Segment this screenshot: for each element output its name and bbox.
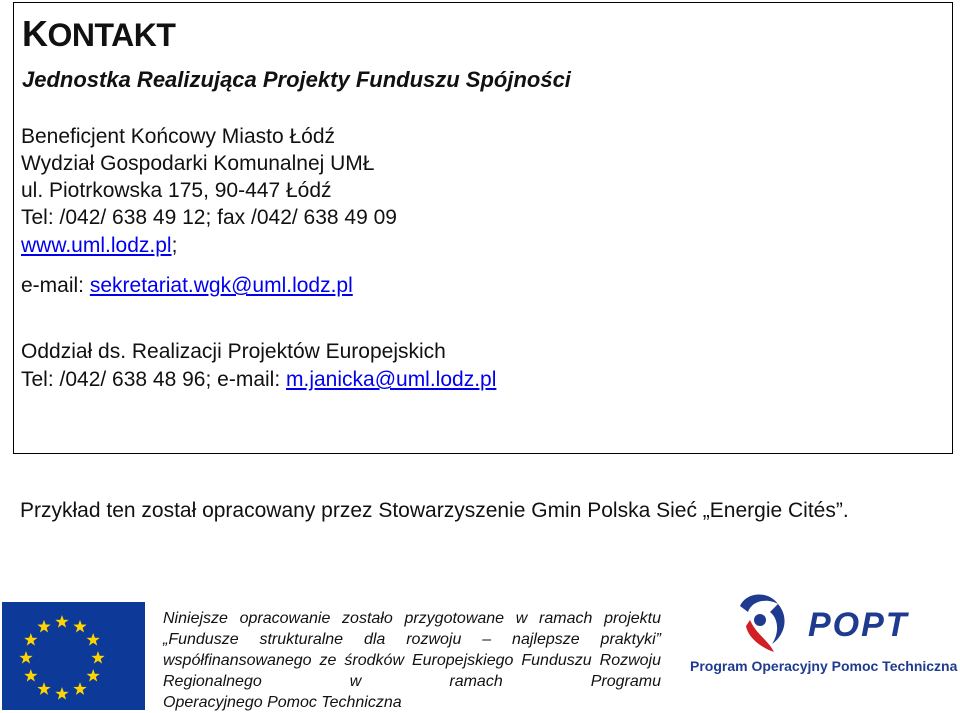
popt-caption: Program Operacyjny Pomoc Techniczna — [690, 658, 958, 674]
beneficiary-line: Beneficjent Końcowy Miasto Łódź — [21, 125, 336, 148]
eu-star-icon — [55, 615, 68, 628]
address-line: ul. Piotrkowska 175, 90-447 Łódź — [21, 179, 332, 202]
eu-stars — [2, 602, 145, 710]
eu-star-icon — [55, 687, 68, 700]
popt-logo — [690, 590, 958, 700]
eu-star-icon — [19, 651, 32, 664]
org-heading: Jednostka Realizująca Projekty Funduszu Spójności — [22, 67, 571, 92]
eu-star-icon — [37, 682, 50, 695]
contact-box — [13, 2, 953, 454]
popt-swirl-icon — [734, 590, 804, 662]
division-line: Oddział ds. Realizacji Projektów Europejskich — [21, 340, 446, 363]
eu-star-icon — [73, 620, 86, 633]
division-contact-line: Tel: /042/ 638 48 96; e-mail: m.janicka@uml.lodz.pl — [21, 368, 497, 391]
website-link[interactable]: www.uml.lodz.pl — [21, 234, 172, 257]
funding-note: Niniejsze opracowanie zostało przygotowane w ramach projektu „Fundusze strukturalne dla rozwoju – najlepsze praktyki” współfinansowanego ze środków Europejskiego Funduszu Rozwoju Regionalnego w ramach Programu Operacyjnego Pomoc Techniczna — [163, 610, 661, 711]
eu-star-icon — [87, 633, 100, 646]
eu-star-icon — [91, 651, 104, 664]
eu-star-icon — [24, 633, 37, 646]
email-link[interactable]: sekretariat.wgk@uml.lodz.pl — [89, 274, 353, 297]
popt-wordmark: POPT — [808, 606, 909, 644]
eu-star-icon — [73, 682, 86, 695]
email-line: e-mail: sekretariat.wgk@uml.lodz.pl — [21, 274, 353, 297]
eu-star-icon — [87, 669, 100, 682]
website-line: www.uml.lodz.pl; — [21, 234, 178, 257]
credit-paragraph: Przykład ten został opracowany przez Stowarzyszenie Gmin Polska Sieć „Energie Cités”. — [20, 499, 849, 522]
eu-star-icon — [24, 669, 37, 682]
eu-flag-icon — [2, 602, 145, 710]
department-line: Wydział Gospodarki Komunalnej UMŁ — [21, 152, 375, 175]
eu-star-icon — [37, 620, 50, 633]
page-title: KONTAKT — [22, 13, 176, 54]
phone-line: Tel: /042/ 638 49 12; fax /042/ 638 49 09 — [21, 206, 397, 229]
division-email-link[interactable]: m.janicka@uml.lodz.pl — [286, 368, 497, 391]
